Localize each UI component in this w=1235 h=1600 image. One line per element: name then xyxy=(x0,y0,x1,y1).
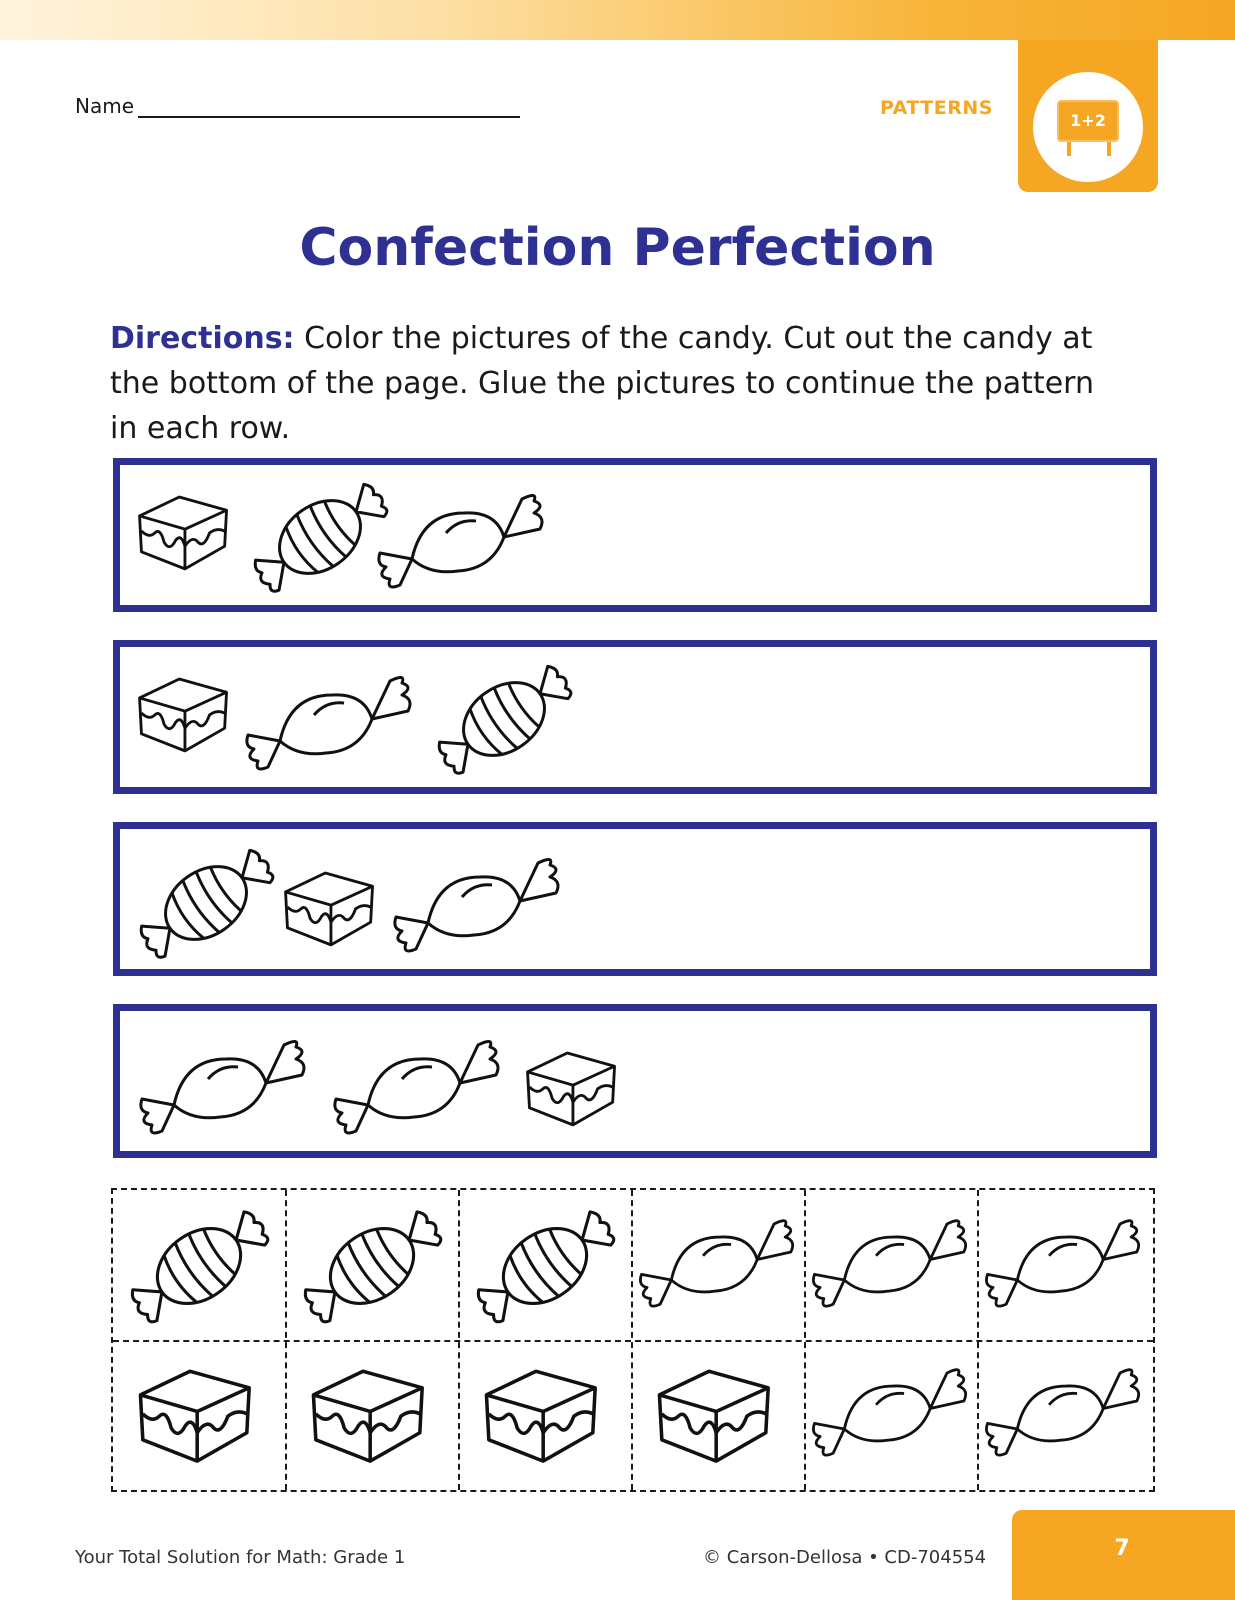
page-number-tab xyxy=(1012,1510,1235,1600)
page-title: Confection Perfection xyxy=(299,218,936,278)
wrapped-candy-icon xyxy=(326,1035,510,1145)
pattern-row-1[interactable] xyxy=(113,458,1157,612)
caramel-candy-icon xyxy=(132,671,236,757)
section-tab xyxy=(1018,40,1158,192)
cutout-cell[interactable] xyxy=(805,1190,979,1342)
wrapped-candy-icon xyxy=(238,671,422,781)
footer-copyright: © Carson-Dellosa • CD-704554 xyxy=(703,1547,987,1568)
wrapped-candy-icon xyxy=(634,1214,802,1318)
wrapped-candy-icon xyxy=(386,853,570,963)
directions-paragraph xyxy=(110,316,1130,451)
badge-text: 1+2 xyxy=(1070,111,1106,130)
cutout-cell[interactable] xyxy=(113,1341,287,1493)
caramel-candy-icon xyxy=(278,865,382,951)
directions-label: Directions: xyxy=(110,321,295,356)
striped-candy-icon xyxy=(420,649,588,789)
striped-candy-icon xyxy=(115,1194,283,1338)
pattern-row-4[interactable] xyxy=(113,1004,1157,1158)
cutout-cell[interactable] xyxy=(459,1190,633,1342)
cutout-cell[interactable] xyxy=(978,1341,1152,1493)
section-label: PATTERNS xyxy=(880,97,993,119)
caramel-candy-icon xyxy=(650,1361,780,1469)
wrapped-candy-icon xyxy=(132,1035,316,1145)
cutout-cell[interactable] xyxy=(113,1190,287,1342)
directions-text: Color the pictures of the candy. Cut out the candy at the bottom of the page. Glue the pictures to continue the pattern in each row. xyxy=(110,321,1094,446)
striped-candy-icon xyxy=(288,1194,456,1338)
wrapped-candy-icon xyxy=(807,1363,975,1467)
pattern-row-2[interactable] xyxy=(113,640,1157,794)
wrapped-candy-icon xyxy=(807,1214,975,1318)
top-color-band xyxy=(0,0,1235,40)
cutout-cell[interactable] xyxy=(459,1341,633,1493)
wrapped-candy-icon xyxy=(980,1363,1148,1467)
cutout-cell[interactable] xyxy=(286,1341,460,1493)
cutout-cell[interactable] xyxy=(286,1190,460,1342)
name-label: Name xyxy=(75,94,135,118)
caramel-candy-icon xyxy=(520,1045,624,1131)
cutout-grid xyxy=(111,1188,1155,1492)
page-number: 7 xyxy=(1114,1536,1130,1561)
badge-circle xyxy=(1033,72,1143,182)
cutout-cell[interactable] xyxy=(978,1190,1152,1342)
footer-book-title: Your Total Solution for Math: Grade 1 xyxy=(75,1547,406,1568)
name-field-row xyxy=(75,94,520,118)
striped-candy-icon xyxy=(122,833,290,973)
pattern-row-3[interactable] xyxy=(113,822,1157,976)
chalkboard-icon xyxy=(1057,100,1119,142)
cutout-cell[interactable] xyxy=(632,1341,806,1493)
wrapped-candy-icon xyxy=(980,1214,1148,1318)
name-write-line[interactable] xyxy=(138,96,520,118)
chalkboard-leg-right xyxy=(1107,142,1111,156)
caramel-candy-icon xyxy=(132,489,236,575)
cutout-cell[interactable] xyxy=(632,1190,806,1342)
caramel-candy-icon xyxy=(304,1361,434,1469)
caramel-candy-icon xyxy=(131,1361,261,1469)
striped-candy-icon xyxy=(461,1194,629,1338)
chalkboard-leg-left xyxy=(1067,142,1071,156)
caramel-candy-icon xyxy=(477,1361,607,1469)
wrapped-candy-icon xyxy=(370,489,554,599)
cutout-cell[interactable] xyxy=(805,1341,979,1493)
